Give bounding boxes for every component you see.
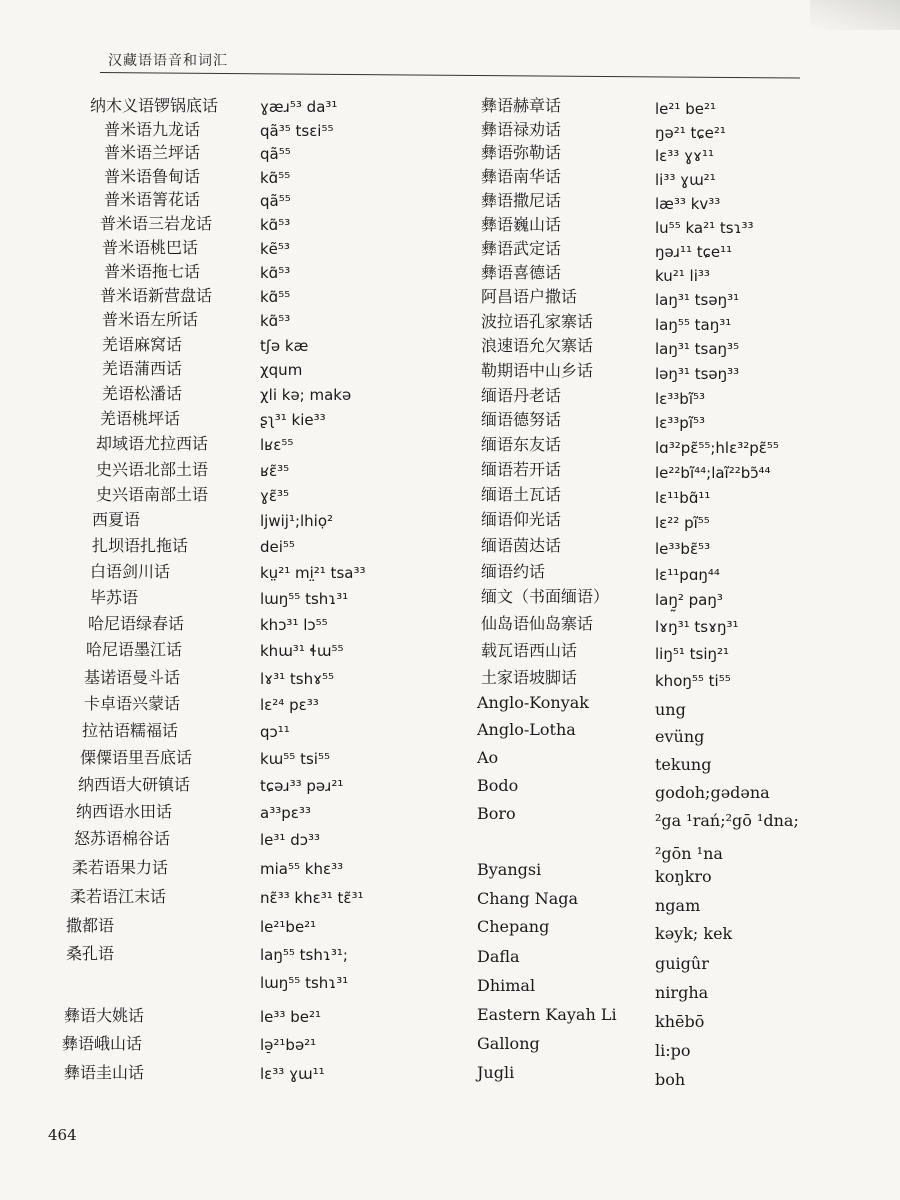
running-head: 汉藏语语音和词汇 — [108, 53, 228, 69]
language-name: 缅语土瓦话 — [481, 485, 562, 504]
word-form-line: laŋ⁵⁵ taŋ³¹ — [655, 316, 732, 334]
word-form-line: kɑ̃⁵³ — [260, 216, 291, 234]
word-form-line: χqum — [260, 361, 303, 379]
language-name: 波拉语孔家寨话 — [481, 312, 594, 331]
language-name: 仙岛语仙岛寨话 — [481, 614, 594, 633]
word-form — [260, 718, 290, 746]
word-form — [655, 917, 732, 950]
word-form-line: ləŋ³¹ tsəŋ³³ — [655, 365, 740, 383]
word-form-line: guigûr — [655, 954, 709, 973]
word-form-line: tekung — [655, 755, 712, 774]
word-form — [260, 356, 302, 384]
word-form-line: khēbō — [655, 1012, 705, 1031]
word-form-line: lə̠²¹bə²¹ — [260, 1036, 317, 1054]
word-form-line: ŋə²¹ tɕe²¹ — [655, 124, 726, 142]
word-form — [260, 1060, 325, 1088]
language-name: 彝语峨山话 — [62, 1034, 143, 1053]
language-name: 西夏语 — [92, 510, 141, 529]
language-name: Jugli — [477, 1063, 515, 1082]
language-name: 载瓦语西山话 — [481, 641, 578, 660]
language-name: 普米语拖七话 — [104, 262, 201, 281]
language-name: 彝语大姚话 — [64, 1006, 145, 1025]
word-form — [260, 381, 351, 409]
language-name: 羌语松潘话 — [102, 384, 183, 403]
language-name: 史兴语南部土语 — [96, 485, 209, 504]
word-form-line: qã⁵⁵ — [260, 145, 291, 163]
word-form — [260, 533, 295, 561]
language-name: 羌语蒲西话 — [102, 359, 183, 378]
word-form-line: laŋ³¹ tsaŋ³⁵ — [655, 340, 740, 358]
word-form — [260, 307, 290, 335]
word-form — [260, 406, 326, 434]
word-form-line: lɤ³¹ tshɤ⁵⁵ — [260, 670, 335, 688]
word-form-line: nirgha — [655, 983, 709, 1002]
word-form — [260, 559, 365, 587]
word-form-line: lɛ³³pĩ⁵³ — [655, 414, 706, 432]
word-form-line: ŋəɹ¹¹ tɕe¹¹ — [655, 243, 733, 261]
language-name: 史兴语北部土语 — [96, 460, 209, 479]
word-form-line: boh — [655, 1070, 686, 1089]
word-form — [260, 941, 348, 997]
page-fold-shadow — [810, 0, 900, 30]
language-name: 拉祜语糯福话 — [82, 721, 179, 740]
word-form-line: χli kə; makə — [260, 386, 352, 404]
language-name: 普米语兰坪话 — [104, 143, 201, 162]
language-name: 土家语坡脚话 — [481, 668, 578, 687]
word-form-line: koŋkro — [655, 867, 712, 886]
language-name: 浪速语允欠寨话 — [481, 336, 594, 355]
language-name: 缅语东友话 — [481, 435, 562, 454]
word-form-line: lɯŋ⁵⁵ tshɿ³¹ — [260, 974, 349, 992]
language-name: 桑孔语 — [66, 944, 115, 963]
word-form-line: kɯ⁵⁵ tsi⁵⁵ — [260, 750, 330, 768]
word-form-line: ku²¹ li³³ — [655, 267, 710, 285]
word-form-line: qã⁵⁵ — [260, 192, 291, 210]
word-form-line: evüng — [655, 727, 705, 746]
word-form-line: lɛ²² pĩ⁵⁵ — [655, 514, 710, 532]
language-name: Gallong — [477, 1034, 540, 1053]
language-name: 彝语禄劝话 — [481, 120, 562, 139]
word-form-line: tʃə kæ — [260, 337, 309, 355]
word-form-line: khɔ³¹ lɔ⁵⁵ — [260, 616, 328, 634]
language-name: Ao — [477, 748, 499, 767]
word-form-line: lɛ²⁴ pɛ³³ — [260, 696, 319, 714]
word-form-line: liŋ⁵¹ tsiŋ²¹ — [655, 645, 730, 663]
language-name: 勒期语中山乡话 — [481, 361, 594, 380]
word-form — [655, 1063, 685, 1096]
language-name: 羌语麻窝话 — [102, 335, 183, 354]
language-name: 缅语丹老话 — [481, 386, 562, 405]
word-form-line: lɛ¹¹pɑŋ⁴⁴ — [655, 566, 720, 584]
word-form-line: kẽ⁵³ — [260, 240, 290, 258]
language-name: 缅语德努话 — [481, 410, 562, 429]
language-name: 哈尼语墨江话 — [86, 640, 183, 659]
word-form-line: ngam — [655, 896, 701, 915]
language-name: 怒苏语棉谷话 — [74, 829, 171, 848]
language-name: 普米语新营盘话 — [100, 286, 213, 305]
word-form-line: le²¹be²¹ — [260, 918, 317, 936]
word-form — [260, 665, 334, 693]
language-name: 彝语巍山话 — [481, 215, 562, 234]
word-form-line: ʂʅ³¹ kie³³ — [260, 411, 326, 429]
language-name: 缅文（书面缅语） — [481, 587, 610, 606]
word-form-line: kɑ̃⁵³ — [260, 312, 291, 330]
header-rule — [100, 72, 800, 78]
word-form-line: lɛ¹¹bɑ̃¹¹ — [655, 489, 711, 507]
word-form-line: ²gōn ¹na — [655, 844, 723, 863]
word-form-line: laŋ³¹ tsəŋ³¹ — [655, 291, 740, 309]
language-name: 彝语圭山话 — [64, 1063, 145, 1082]
language-name: 撒都语 — [66, 916, 115, 935]
language-name: 柔若语果力话 — [72, 858, 169, 877]
word-form-line: le²¹ be²¹ — [655, 100, 716, 118]
word-form-line: ɣæɹ⁵³ da³¹ — [260, 98, 338, 116]
word-form-line: le³³bɛ̃⁵³ — [655, 540, 711, 558]
word-form — [260, 482, 289, 510]
word-form — [260, 913, 316, 941]
language-name: 卡卓语兴蒙话 — [84, 694, 181, 713]
word-form-line: dei⁵⁵ — [260, 538, 295, 556]
language-name: 彝语赫章话 — [481, 96, 562, 115]
word-form-line: godoh;gədəna — [655, 783, 770, 802]
word-form-line: læ³³ kv³³ — [655, 195, 721, 213]
language-name: 羌语桃坪话 — [100, 409, 181, 428]
word-form-line: lɛ³³ ɣɯ¹¹ — [260, 1065, 325, 1083]
word-form — [260, 691, 319, 719]
word-form-line: kɑ̃⁵⁵ — [260, 288, 291, 306]
word-form-line: khɯ³¹ ɬɯ⁵⁵ — [260, 642, 344, 660]
word-form-line: kɑ̃⁵⁵ — [260, 169, 291, 187]
language-name: Eastern Kayah Li — [477, 1005, 617, 1024]
language-name: 普米语箐花话 — [104, 190, 201, 209]
word-form-line: a³³pɛ³³ — [260, 804, 311, 822]
word-form — [260, 507, 333, 535]
language-name: 傈僳语里吾底话 — [80, 748, 193, 767]
word-form — [260, 637, 344, 665]
language-name: 彝语喜德话 — [481, 263, 562, 282]
word-form — [260, 1031, 316, 1059]
language-name: 扎坝语扎拖话 — [92, 536, 189, 555]
word-form — [260, 585, 348, 613]
language-name: Chepang — [477, 917, 550, 936]
word-form-line: mia⁵⁵ khɛ³³ — [260, 860, 344, 878]
word-form-line: ljwij¹;lhiọ² — [260, 512, 334, 530]
word-form-line: ²ga ¹rań;²gō ¹dna; — [655, 811, 799, 830]
word-form-line: le³¹ dɔ³³ — [260, 831, 320, 849]
language-name: Anglo-Konyak — [477, 693, 589, 712]
word-form — [260, 457, 289, 485]
language-name: 阿昌语户撒话 — [481, 287, 578, 306]
word-form-line: li³³ ɣɯ²¹ — [655, 171, 716, 189]
language-name: 彝语武定话 — [481, 239, 562, 258]
page-number: 464 — [48, 1126, 77, 1144]
word-form-line: kɑ̃⁵³ — [260, 264, 291, 282]
word-form-line: tɕəɹ³³ pəɹ²¹ — [260, 777, 344, 795]
word-form-line: kṳ²¹ mi̤²¹ tsa³³ — [260, 564, 366, 582]
language-name: 缅语若开话 — [481, 460, 562, 479]
language-name: 却域语尤拉西话 — [96, 434, 209, 453]
language-name: 基诺语曼斗话 — [84, 668, 181, 687]
language-name: 纳西语大研镇话 — [78, 775, 191, 794]
word-form-line: kəyk; kek — [655, 924, 733, 943]
word-form-line: lu⁵⁵ ka²¹ tsɿ³³ — [655, 219, 754, 237]
word-form-line: nɛ̃³³ khɛ³¹ tɛ̃³¹ — [260, 889, 364, 907]
word-form-line: qã³⁵ tsɛi⁵⁵ — [260, 122, 334, 140]
word-form — [260, 884, 364, 912]
word-form-line: laŋ⁵⁵ tshɿ³¹; — [260, 946, 348, 964]
word-form — [260, 855, 343, 883]
language-name: 普米语九龙话 — [104, 120, 201, 139]
language-name: 缅语茵达话 — [481, 536, 562, 555]
language-name: Byangsi — [477, 860, 542, 879]
word-form — [260, 826, 320, 854]
language-name: Anglo-Lotha — [477, 720, 576, 739]
language-name: 缅语约话 — [481, 562, 546, 581]
language-name: 柔若语江末话 — [70, 887, 167, 906]
word-form — [260, 431, 293, 459]
word-form-line: lɛ³³ ɣɤ¹¹ — [655, 147, 714, 165]
language-name: 普米语三岩龙话 — [100, 214, 213, 233]
language-name: 普米语桃巴话 — [102, 238, 199, 257]
word-form-line: lɛ³³bĩ⁵³ — [655, 390, 706, 408]
word-form-line: ʁɛ̃³⁵ — [260, 462, 290, 480]
language-name: 普米语左所话 — [102, 310, 199, 329]
language-name: 普米语鲁甸话 — [104, 167, 201, 186]
word-form-line: ung — [655, 700, 686, 719]
language-name: Dafla — [477, 947, 520, 966]
word-form-line: le³³ be²¹ — [260, 1008, 321, 1026]
word-form-line: ɣɛ̃³⁵ — [260, 487, 290, 505]
language-name: 毕苏语 — [90, 588, 139, 607]
language-name: Bodo — [477, 776, 519, 795]
word-form — [260, 611, 328, 639]
language-name: 彝语弥勒话 — [481, 143, 562, 162]
language-name: 纳木义语锣锅底话 — [90, 96, 219, 115]
word-form-line: lɯŋ⁵⁵ tshɿ³¹ — [260, 590, 349, 608]
language-name: 彝语撒尼话 — [481, 191, 562, 210]
word-form — [260, 799, 311, 827]
word-form-line: lɑ³²pɛ̃⁵⁵;hlɛ³²pɛ̃⁵⁵ — [655, 439, 779, 457]
word-form-line: lɤŋ³¹ tsɤŋ³¹ — [655, 618, 739, 636]
word-form — [260, 745, 330, 773]
word-form-line: le²²bĩ⁴⁴;laĩ²²bɔ̃⁴⁴ — [655, 464, 771, 482]
word-form — [260, 772, 343, 800]
language-name: Boro — [477, 804, 516, 823]
word-form-line: lʁɛ⁵⁵ — [260, 436, 294, 454]
language-name: Chang Naga — [477, 889, 579, 908]
language-name: 纳西语水田话 — [76, 802, 173, 821]
language-name: 哈尼语绿春话 — [88, 614, 185, 633]
language-name: 缅语仰光话 — [481, 510, 562, 529]
word-form-line: qɔ¹¹ — [260, 723, 290, 741]
word-form — [260, 1003, 321, 1031]
language-name: 白语剑川话 — [90, 562, 171, 581]
word-form-line: khoŋ⁵⁵ ti⁵⁵ — [655, 672, 731, 690]
word-form-line: laŋ̰² paŋ³ — [655, 591, 723, 609]
language-name: Dhimal — [477, 976, 536, 995]
word-form-line: li:po — [655, 1041, 691, 1060]
language-name: 彝语南华话 — [481, 167, 562, 186]
